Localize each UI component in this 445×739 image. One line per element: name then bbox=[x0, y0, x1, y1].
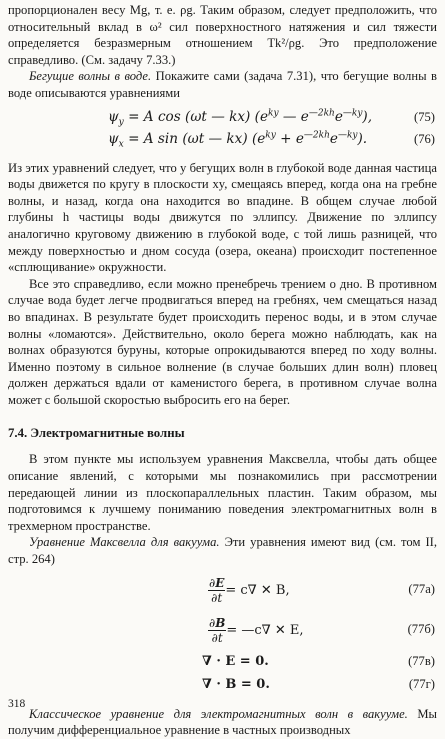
equation-77b bbox=[8, 613, 437, 649]
equation-75-body: $\psi_y = A$ cos (ωt — kx) ($e^{ky}$ — $e^{—2kh}e^{—ky}$), bbox=[108, 108, 373, 128]
equation-77a bbox=[8, 573, 437, 609]
equation-77d-body: ∇ · B = 0. bbox=[202, 676, 270, 692]
paragraph-2-lead: Бегущие волны в воде. bbox=[29, 69, 152, 84]
equation-77b-number: (77б) bbox=[407, 621, 435, 636]
paragraph-2 bbox=[8, 68, 437, 101]
paragraph-2-text: Покажите сами (задача 7.31), что бегущие волны в воде описываются уравнениями bbox=[8, 69, 437, 100]
equation-76-body: $\psi_x = A$ sin (ωt — kx) $(e^{ky} + e^{—2kh}e^{—ky})$. bbox=[108, 130, 368, 150]
paragraph-6 bbox=[8, 534, 437, 567]
page-number: 318 bbox=[8, 698, 26, 710]
equation-77b-body: $\frac{\partial B}{\partial t}$ = —c∇ ✕ E, bbox=[209, 616, 304, 646]
paragraph-4: Все это справедливо, если можно пренебречь трением о дно. В противном случае вода будет легче продвигаться вперед на гребнях, чем смещаться назад во впадинах. В результате будет происходить перенос воды, и в этом случае волны «ломаются». Действительно, около берега можно наблюдать, как на волнах образуются буруны, которые опрокидываются вперед по ходу волны. Именно поэтому в сильное волнение (в случае больших длин волн) пловец должен держаться вдали от каменистого берега, в противном случае волна может с большой скоростью выбросить его на берег. bbox=[8, 276, 437, 407]
equation-77c-body: ∇ · E = 0. bbox=[202, 653, 269, 669]
equation-77c bbox=[8, 653, 437, 673]
paragraph-7 bbox=[8, 706, 437, 739]
equation-75 bbox=[8, 108, 437, 126]
equation-76-number: (76) bbox=[414, 131, 435, 146]
paragraph-7-text: Мы получим дифференциальное уравнение в частных производных bbox=[8, 706, 437, 738]
equation-77d-number: (77г) bbox=[408, 676, 435, 691]
paragraph-7-lead: Классическое уравнение для электромагнитных волн в вакууме. bbox=[29, 706, 408, 721]
paragraph-1: пропорционален весу Mg, т. е. ρg. Таким образом, следует предположить, что относительный вклад в ω² сил поверхностного натяжения и сил тяжести определяется безразмерным отношением Tk²/ρg. Это предположение справедливо. (См. задачу 7.33.) bbox=[8, 3, 437, 67]
paragraph-6-lead: Уравнение Максвелла для вакуума. bbox=[29, 535, 220, 550]
equation-75-number: (75) bbox=[414, 109, 435, 124]
equation-77d bbox=[8, 676, 437, 696]
equation-77a-body: $\frac{\partial E}{\partial t}$ = c∇ ✕ B, bbox=[209, 576, 290, 606]
equation-77c-number: (77в) bbox=[408, 653, 435, 668]
section-heading: 7.4. Электромагнитные волны bbox=[8, 426, 185, 441]
paragraph-5: В этом пункте мы используем уравнения Максвелла, чтобы дать общее описание явлений, с которыми мы познакомились при рассмотрении передающей линии из плоскопараллельных пластин. Таким образом, мы подготовимся к лучшему пониманию поведения электромагнитных волн в трехмерном пространстве. bbox=[8, 452, 437, 533]
equation-77a-number: (77а) bbox=[408, 581, 435, 596]
paragraph-6-text: Эти уравнения имеют вид (см. том II, стр. 264) bbox=[8, 535, 437, 567]
equation-76 bbox=[8, 130, 437, 148]
paragraph-3: Из этих уравнений следует, что у бегущих волн в глубокой воде данная частица воды движется по кругу в плоскости xy, смещаясь вперед, когда она на гребне волны, и назад, когда она находится во впадине. В общем случае любой глубины h частицы воды движутся по эллипсу. Движение по эллипсу аналогично круговому движению в глубокой воде, с той лишь разницей, что между поверхностью и дном сосуда (озера, океана) происходит постепенное «сплющивание» окружности. bbox=[8, 160, 437, 275]
